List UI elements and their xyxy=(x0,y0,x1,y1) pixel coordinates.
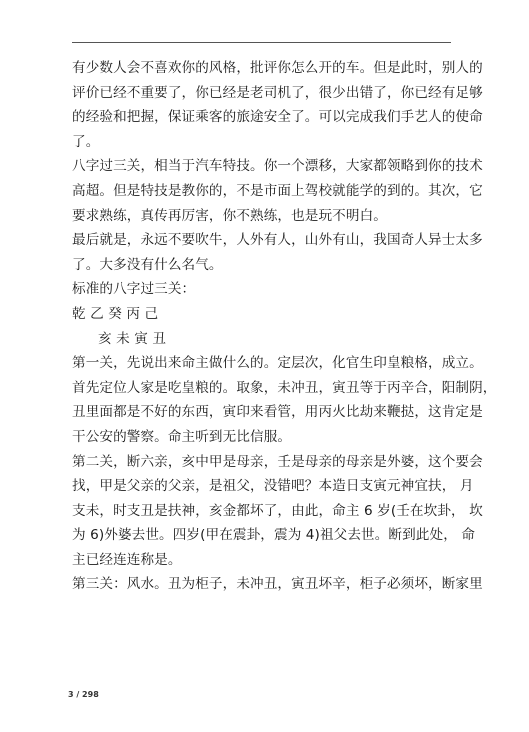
paragraph-first-pass xyxy=(72,351,497,449)
text-line: 支未，时支丑是扶神，亥金都坏了，由此，命主 6 岁(壬在坎卦， 坎 xyxy=(72,502,483,519)
text-line: 标准的八字过三关： xyxy=(72,281,196,298)
text-line: 了。大多没有什么名气。 xyxy=(72,256,223,273)
bazi-stems-line: 乾 乙 癸 丙 己 xyxy=(72,305,159,322)
paragraph-standard-example xyxy=(72,277,462,302)
paragraph-old-driver xyxy=(72,56,483,154)
text-line: 干公安的警察。命主听到无比信服。 xyxy=(72,428,292,445)
bazi-branches-line: 亥 未 寅 丑 xyxy=(98,330,167,347)
text-line: 第二关，断六亲，亥中甲是母亲，壬是母亲的母亲是外婆，这个要会 xyxy=(72,453,483,470)
text-line: 评价已经不重要了，你已经是老司机了，很少出错了，你已经有足够 xyxy=(72,84,483,101)
text-line: 了。 xyxy=(72,133,100,150)
text-line: 第一关，先说出来命主做什么的。定层次，化官生印皇粮格，成立。 xyxy=(72,355,483,372)
page-number: 3 / 298 xyxy=(68,690,99,699)
text-line: 丑里面都是不好的东西，寅印来看管，用丙火比劫来鞭挞，这肯定是 xyxy=(72,404,483,421)
text-line: 有少数人会不喜欢你的风格，批评你怎么开的车。但是此时，别人的 xyxy=(72,60,483,76)
text-line: 八字过三关，相当于汽车特技。你一个漂移，大家都领略到你的技术 xyxy=(72,158,483,175)
text-line: 要求熟练，真传再厉害，你不熟练，也是玩不明白。 xyxy=(72,207,387,224)
bazi-stems xyxy=(72,302,462,327)
text-line: 第三关：风水。丑为柜子，未冲丑，寅丑坏辛，柜子必须坏，断家里 xyxy=(72,576,483,593)
text-line: 主已经连连称是。 xyxy=(72,551,182,568)
text-line: 首先定位人家是吃皇粮的。取象，未冲丑，寅丑等于丙辛合，阳制阴， xyxy=(72,379,497,396)
paragraph-three-passes xyxy=(72,154,483,228)
document-body xyxy=(72,56,497,597)
text-line: 为 6)外婆去世。四岁(甲在震卦，震为 4)祖父去世。断到此处， 命 xyxy=(72,527,476,544)
paragraph-second-pass xyxy=(72,450,483,573)
paragraph-third-pass xyxy=(72,572,483,597)
text-line: 的经验和把握，保证乘客的旅途安全了。可以完成我们手艺人的使命 xyxy=(72,109,483,126)
header-rule xyxy=(72,42,451,43)
text-line: 最后就是，永远不要吹牛，人外有人，山外有山，我国奇人异士太多 xyxy=(72,232,483,249)
text-line: 高超。但是特技是教你的，不是市面上驾校就能学的到的。其次，它 xyxy=(72,182,483,199)
paragraph-no-bragging xyxy=(72,228,483,277)
bazi-branches xyxy=(72,327,462,352)
text-line: 找，甲是父亲的父亲，是祖父，没错吧？本造日支寅元神宜扶， 月 xyxy=(72,478,474,495)
